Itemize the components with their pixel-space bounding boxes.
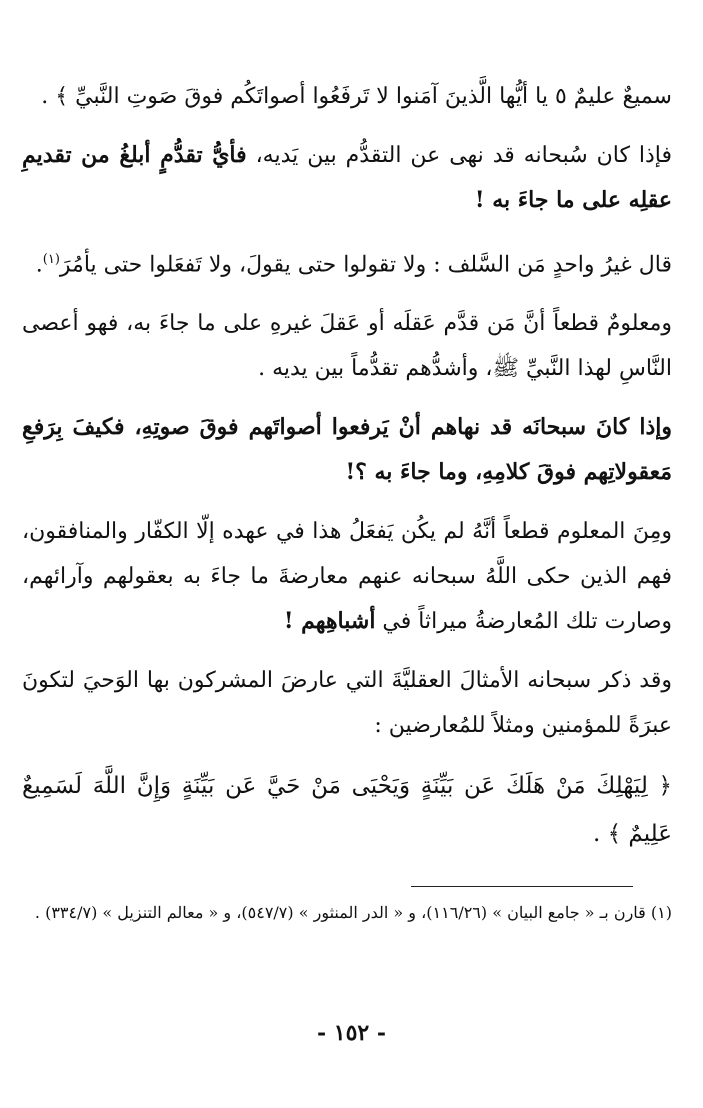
paragraph-5-bold: وإذا كانَ سبحانَه قد نهاهم أنْ يَرفعوا أصواتَهم فوقَ صوتِهِ، فكيفَ بِرَفعِ مَعقولاتِهم فوقَ كلامِهِ، وما جاءَ به ؟! xyxy=(22,414,672,486)
paragraph-6-bold: أشباهِهم ! xyxy=(283,608,376,635)
paragraph-6-text: ومِنَ المعلوم قطعاً أنَّهُ لم يكُن يَفعَلُ هذا في عهده إلّا الكفّار والمنافقون، فهم الذين حكى اللَّهُ سبحانه عنهم معارضةَ ما جاءَ به بعقولهم وآرائهم، وصارت تلك المُعارضةُ ميراثاً في xyxy=(22,519,672,635)
paragraph-3-text: قال غيرُ واحدٍ مَن السَّلف : ولا تقولوا حتى يقولَ، ولا تَفعَلوا حتى يأمُرَ xyxy=(59,252,672,278)
paragraph-3 xyxy=(22,237,672,287)
paragraph-6 xyxy=(22,509,672,644)
paragraph-4-text: ومعلومٌ قطعاً أنَّ مَن قدَّم عَقلَه أو عَقلَ غيرهِ على ما جاءَ به، فهو أعصى النَّاسِ لهذا النَّبيِّ ﷺ، وأشدُّهم تقدُّماً بين يديه . xyxy=(22,311,672,382)
quran-verse: ﴿ لِيَهْلِكَ مَنْ هَلَكَ عَن بَيِّنَةٍ وَيَحْيَى مَنْ حَيَّ عَن بَيِّنَةٍ وَإِنَّ اللَّهَ لَسَمِيعٌ عَلِيمٌ ﴾ . xyxy=(22,773,672,848)
footnote: (١) قارن بـ « جامع البيان » (١١٦/٢٦)، و « الدر المنثور » (٥٤٧/٧)، و « معالم التنزيل » (٣٣٤/٧) . xyxy=(34,903,672,922)
paragraph-1-text: سميعٌ عليمٌ ٥ يا أيُّها الَّذينَ آمَنوا لا تَرفَعُوا أصواتَكُم فوقَ صَوتِ النَّبيِّ ﴾ . xyxy=(41,84,672,109)
paragraph-5 xyxy=(22,405,672,495)
paragraph-7-text: وقد ذكر سبحانه الأمثالَ العقليَّةَ التي عارضَ المشركون بها الوَحيَ لتكونَ عبرَةً للمؤمنين ومثلاً للمُعارضين : xyxy=(22,668,672,739)
paragraph-4 xyxy=(22,301,672,391)
footnote-marker[interactable]: (١) xyxy=(42,252,60,267)
page-body xyxy=(22,74,672,858)
page-number: - ١٥٢ - xyxy=(316,1020,387,1046)
paragraph-1 xyxy=(22,74,672,119)
paragraph-7 xyxy=(22,658,672,748)
paragraph-2 xyxy=(22,133,672,223)
paragraph-2-bold: فأيُّ تقدُّمٍ أبلغُ من تقديمِ عقلِه على ما جاءَ به ! xyxy=(22,142,672,213)
paragraph-3-end: . xyxy=(35,252,43,278)
paragraph-2-text: فإذا كان سُبحانه قد نهى عن التقدُّم بين يَديه، xyxy=(246,143,672,168)
footnote-divider xyxy=(411,886,633,887)
